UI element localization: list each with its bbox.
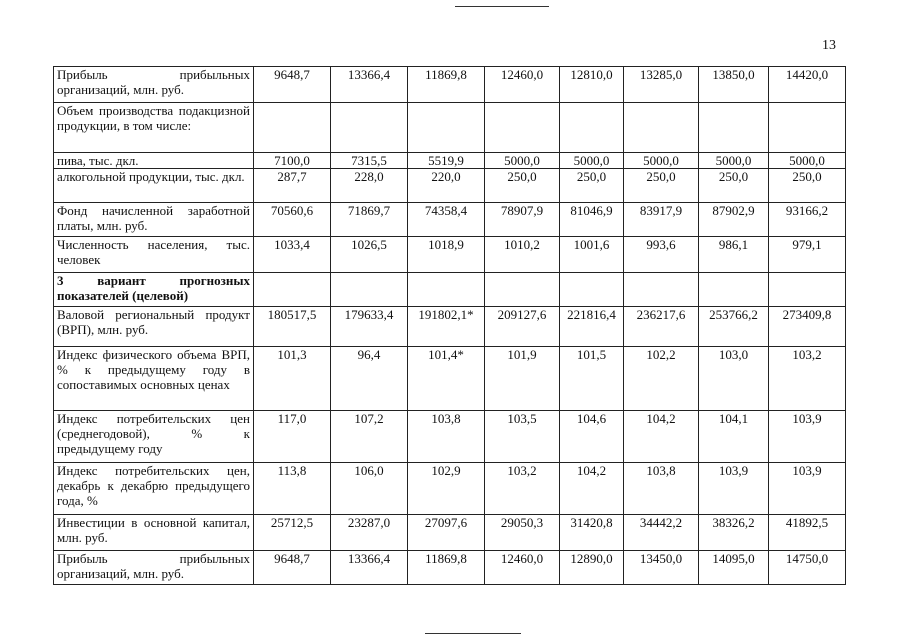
row-label: 3 вариант прогнозных показателей (целевой) [54,273,254,307]
table-row [54,237,846,273]
value-cell: 1018,9 [408,237,485,273]
value-cell: 101,9 [485,347,560,411]
value-cell: 979,1 [769,237,846,273]
value-cell: 96,4 [331,347,408,411]
value-cell: 191802,1* [408,307,485,347]
value-cell: 71869,7 [331,203,408,237]
value-cell: 104,2 [624,411,699,463]
value-cell: 103,5 [485,411,560,463]
value-cell: 993,6 [624,237,699,273]
table-row [54,153,846,169]
row-label: Инвестиции в основной капитал, млн. руб. [54,515,254,551]
value-cell: 1026,5 [331,237,408,273]
row-label: Индекс потребительских цен, декабрь к декабрю предыдущего года, % [54,463,254,515]
value-cell [254,273,331,307]
value-cell: 221816,4 [560,307,624,347]
value-cell: 11869,8 [408,67,485,103]
value-cell: 5519,9 [408,153,485,169]
header-rule [455,6,549,7]
value-cell: 13366,4 [331,67,408,103]
value-cell: 87902,9 [699,203,769,237]
row-label: Валовой региональный продукт (ВРП), млн. руб. [54,307,254,347]
value-cell [769,273,846,307]
value-cell: 113,8 [254,463,331,515]
value-cell: 13366,4 [331,551,408,585]
value-cell: 102,2 [624,347,699,411]
row-label: алкогольной продукции, тыс. дкл. [54,169,254,203]
value-cell: 1010,2 [485,237,560,273]
value-cell: 13850,0 [699,67,769,103]
value-cell: 101,4* [408,347,485,411]
value-cell: 74358,4 [408,203,485,237]
value-cell: 250,0 [769,169,846,203]
value-cell [331,103,408,153]
value-cell: 12810,0 [560,67,624,103]
table-row [54,463,846,515]
value-cell [769,103,846,153]
row-label: Фонд начисленной заработной платы, млн. руб. [54,203,254,237]
value-cell: 103,2 [769,347,846,411]
value-cell: 78907,9 [485,203,560,237]
value-cell: 273409,8 [769,307,846,347]
value-cell: 236217,6 [624,307,699,347]
value-cell: 7100,0 [254,153,331,169]
value-cell: 106,0 [331,463,408,515]
value-cell: 5000,0 [560,153,624,169]
value-cell: 14095,0 [699,551,769,585]
value-cell: 5000,0 [769,153,846,169]
table-row [54,67,846,103]
value-cell: 103,8 [624,463,699,515]
value-cell: 287,7 [254,169,331,203]
value-cell: 70560,6 [254,203,331,237]
value-cell: 250,0 [624,169,699,203]
value-cell: 14420,0 [769,67,846,103]
value-cell: 5000,0 [624,153,699,169]
value-cell: 253766,2 [699,307,769,347]
value-cell [624,273,699,307]
table-row [54,169,846,203]
value-cell: 986,1 [699,237,769,273]
value-cell [485,273,560,307]
table-row [54,203,846,237]
row-label: Индекс потребительских цен (среднегодовой), % к предыдущему году [54,411,254,463]
page-number: 13 [822,38,836,53]
table-row [54,307,846,347]
value-cell: 104,6 [560,411,624,463]
table-row [54,551,846,585]
forecast-table [53,66,846,585]
value-cell [699,103,769,153]
value-cell: 180517,5 [254,307,331,347]
row-label: Прибыль прибыльных организаций, млн. руб. [54,551,254,585]
value-cell: 38326,2 [699,515,769,551]
value-cell: 101,3 [254,347,331,411]
value-cell: 7315,5 [331,153,408,169]
value-cell: 93166,2 [769,203,846,237]
value-cell: 107,2 [331,411,408,463]
value-cell: 103,0 [699,347,769,411]
value-cell: 13450,0 [624,551,699,585]
value-cell: 209127,6 [485,307,560,347]
value-cell: 14750,0 [769,551,846,585]
value-cell [485,103,560,153]
value-cell: 104,1 [699,411,769,463]
value-cell: 9648,7 [254,551,331,585]
value-cell: 1033,4 [254,237,331,273]
value-cell [699,273,769,307]
footer-rule [425,633,521,634]
value-cell [624,103,699,153]
value-cell: 104,2 [560,463,624,515]
value-cell: 25712,5 [254,515,331,551]
row-label: Численность населения, тыс. человек [54,237,254,273]
value-cell: 101,5 [560,347,624,411]
value-cell: 5000,0 [485,153,560,169]
value-cell: 220,0 [408,169,485,203]
value-cell: 1001,6 [560,237,624,273]
value-cell: 117,0 [254,411,331,463]
value-cell: 31420,8 [560,515,624,551]
value-cell: 179633,4 [331,307,408,347]
value-cell: 103,9 [699,463,769,515]
value-cell [560,273,624,307]
value-cell: 250,0 [699,169,769,203]
value-cell: 103,9 [769,463,846,515]
value-cell: 29050,3 [485,515,560,551]
table-row [54,411,846,463]
row-label: пива, тыс. дкл. [54,153,254,169]
value-cell: 103,9 [769,411,846,463]
value-cell: 27097,6 [408,515,485,551]
value-cell: 103,2 [485,463,560,515]
row-label: Объем производства подакцизной продукции, в том числе: [54,103,254,153]
value-cell: 12890,0 [560,551,624,585]
value-cell: 23287,0 [331,515,408,551]
value-cell: 250,0 [485,169,560,203]
value-cell: 9648,7 [254,67,331,103]
value-cell: 103,8 [408,411,485,463]
row-label: Прибыль прибыльных организаций, млн. руб. [54,67,254,103]
value-cell: 11869,8 [408,551,485,585]
table-row [54,515,846,551]
value-cell: 102,9 [408,463,485,515]
value-cell [254,103,331,153]
row-label: Индекс физического объема ВРП, % к предыдущему году в сопоставимых основных ценах [54,347,254,411]
table-row [54,103,846,153]
value-cell: 228,0 [331,169,408,203]
value-cell [331,273,408,307]
value-cell [560,103,624,153]
table-row [54,347,846,411]
table-row [54,273,846,307]
value-cell: 83917,9 [624,203,699,237]
value-cell: 5000,0 [699,153,769,169]
value-cell: 250,0 [560,169,624,203]
value-cell: 81046,9 [560,203,624,237]
value-cell [408,103,485,153]
value-cell: 12460,0 [485,551,560,585]
value-cell: 12460,0 [485,67,560,103]
value-cell: 13285,0 [624,67,699,103]
value-cell: 41892,5 [769,515,846,551]
value-cell: 34442,2 [624,515,699,551]
value-cell [408,273,485,307]
